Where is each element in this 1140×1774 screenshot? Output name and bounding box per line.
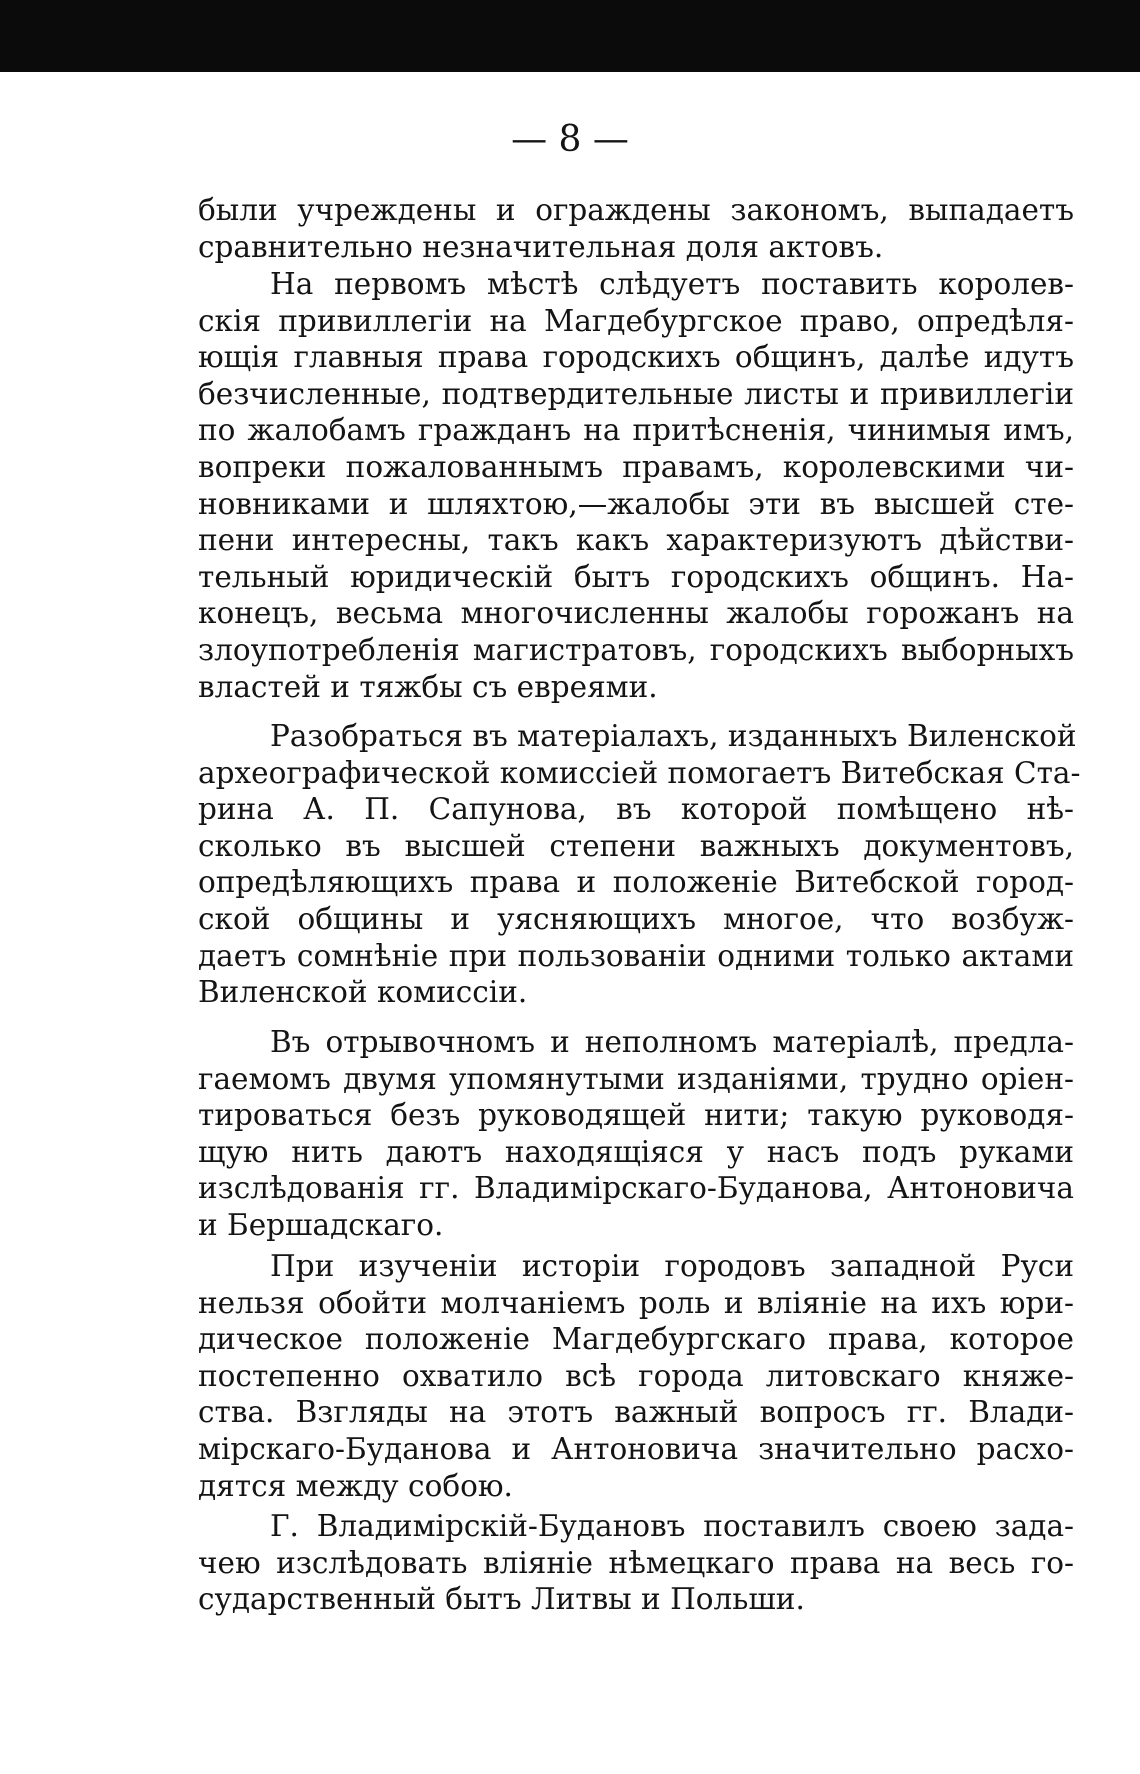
- text-line: гаемомъ двумя упомянутыми изданіями, трудно оріен-: [198, 1061, 1074, 1096]
- text-line: вопреки пожалованнымъ правамъ, королевскими чи-: [198, 449, 1074, 484]
- text-line: чею изслѣдовать вліяніе нѣмецкаго права на весь го-: [198, 1545, 1074, 1580]
- text-line: Г. Владимірскій-Будановъ поставилъ своею зада-: [270, 1509, 1074, 1543]
- text-line: конецъ, весьма многочисленны жалобы горожанъ на: [198, 596, 1074, 631]
- paragraph-continuation: [198, 192, 1074, 265]
- text-line: сударственный бытъ Литвы и Польши.: [198, 1582, 805, 1617]
- text-line: опредѣляющихъ права и положеніе Витебской город-: [198, 865, 1074, 900]
- text-line: новниками и шляхтою,—жалобы эти въ высшей сте-: [198, 486, 1074, 521]
- text-line: пени интересны, такъ какъ характеризуютъ дѣйстви-: [198, 523, 1074, 558]
- text-line: властей и тяжбы съ евреями.: [198, 669, 658, 704]
- text-line: Въ отрывочномъ и неполномъ матеріалѣ, предла-: [270, 1025, 1074, 1059]
- text-line: Разобраться въ матеріалахъ, изданныхъ Виленской: [270, 719, 1077, 753]
- text-line: ской общины и уясняющихъ многое, что возбуж-: [198, 901, 1074, 936]
- text-line: нельзя обойти молчаніемъ роль и вліяніе на ихъ юри-: [198, 1285, 1074, 1320]
- text-line: дятся между собою.: [198, 1468, 513, 1503]
- text-line: мірскаго-Буданова и Антоновича значительно расхо-: [198, 1431, 1074, 1466]
- text-line: и Бершадскаго.: [198, 1207, 444, 1242]
- paragraph-magdeburg-law: [198, 1248, 1074, 1504]
- text-line: ющія главныя права городскихъ общинъ, далѣе идутъ: [198, 340, 1074, 375]
- text-line: скія привиллегіи на Магдебургское право, опредѣля-: [198, 303, 1074, 338]
- text-line: изслѣдованія гг. Владимірскаго-Буданова, Антоновича: [198, 1171, 1074, 1206]
- text-line: были учреждены и ограждены закономъ, выпадаетъ: [198, 193, 1074, 227]
- text-line: сколько въ высшей степени важныхъ документовъ,: [198, 828, 1074, 863]
- text-line: постепенно охватило всѣ города литовскаго княже-: [198, 1358, 1074, 1393]
- text-line: ства. Взгляды на этотъ важный вопросъ гг. Влади-: [198, 1395, 1074, 1430]
- text-line: даетъ сомнѣніе при пользованіи одними только актами: [198, 938, 1074, 973]
- paragraph-vitebsk-antiquity: [198, 718, 1081, 1011]
- text-line: тироваться безъ руководящей нити; такую руководя-: [198, 1098, 1074, 1133]
- text-line: При изученіи исторіи городовъ западной Руси: [270, 1249, 1074, 1283]
- text-line: рина А. П. Сапунова, въ которой помѣщено нѣ-: [198, 792, 1074, 827]
- text-line: безчисленные, подтвердительные листы и привиллегіи: [198, 376, 1074, 411]
- text-line: тельный юридическій бытъ городскихъ общинъ. На-: [198, 559, 1074, 594]
- text-line: дическое положеніе Магдебургскаго права, которое: [198, 1322, 1074, 1357]
- text-line: злоупотребленія магистратовъ, городскихъ выборныхъ: [198, 632, 1074, 667]
- paragraph-research-guides: [198, 1024, 1074, 1244]
- text-line: Виленской комиссіи.: [198, 975, 528, 1010]
- text-line: по жалобамъ гражданъ на притѣсненія, чинимыя имъ,: [198, 413, 1074, 448]
- text-line: археографической комиссіей помогаетъ Витебская Ста-: [198, 755, 1081, 790]
- paragraph-budanov-task: [198, 1508, 1074, 1618]
- paragraph-royal-privileges: [198, 266, 1074, 705]
- text-line: щую нить даютъ находящіяся у насъ подъ руками: [198, 1134, 1074, 1169]
- text-line: На первомъ мѣстѣ слѣдуетъ поставить королев-: [270, 267, 1074, 301]
- page-number: — 8 —: [511, 119, 629, 160]
- text-line: сравнительно незначительная доля актовъ.: [198, 229, 884, 264]
